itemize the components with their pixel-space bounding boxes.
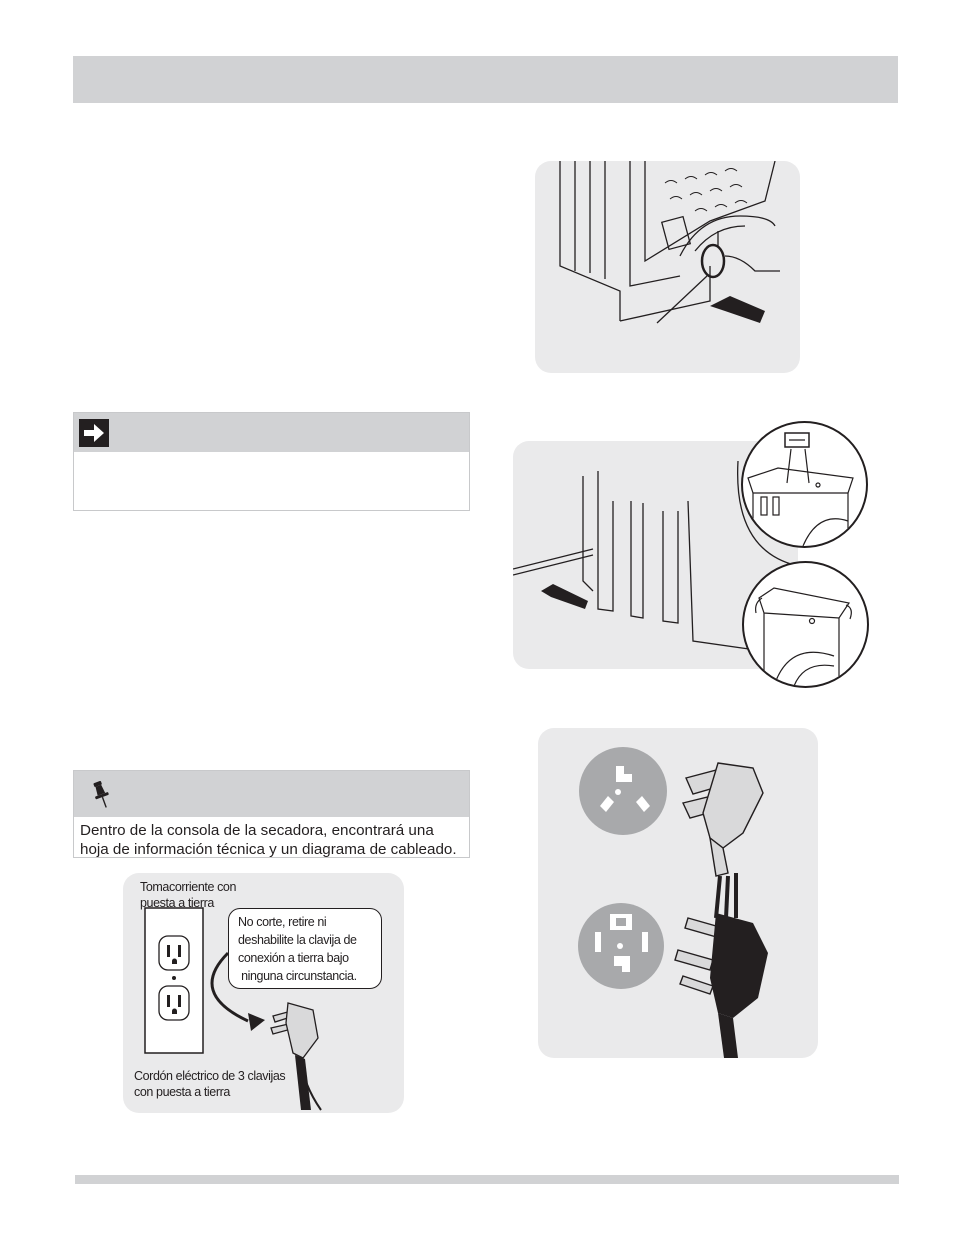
warning-line: deshabilite la clavija de bbox=[238, 933, 357, 947]
figure-receptacles bbox=[538, 728, 818, 1058]
cord-label-line: Cordón eléctrico de 3 clavijas bbox=[134, 1069, 286, 1083]
pushpin-icon bbox=[88, 779, 116, 811]
note-box-tip bbox=[73, 770, 470, 858]
footer-bar bbox=[75, 1175, 899, 1184]
warning-line: No corte, retire ni bbox=[238, 915, 327, 929]
cord-label-line: con puesta a tierra bbox=[134, 1085, 230, 1099]
figure-exhaust-ring bbox=[535, 161, 800, 373]
inset-front-detail bbox=[742, 561, 869, 688]
note-box-important bbox=[73, 412, 470, 511]
note-text-line: hoja de información técnica y un diagrama de cableado. bbox=[80, 841, 457, 858]
inset-top-detail bbox=[741, 421, 868, 548]
warning-callout bbox=[228, 908, 382, 989]
header-bar bbox=[73, 56, 898, 103]
warning-line: ninguna circunstancia. bbox=[238, 969, 357, 983]
right-arrow-icon bbox=[79, 419, 109, 447]
note-text-line: Dentro de la consola de la secadora, encontrará una bbox=[80, 822, 434, 839]
note-box-header bbox=[74, 413, 469, 452]
warning-line: conexión a tierra bajo bbox=[238, 951, 349, 965]
outlet-label-line: Tomacorriente con bbox=[140, 880, 237, 894]
outlet-label-line: puesta a tierra bbox=[140, 896, 214, 910]
note-box-header bbox=[74, 771, 469, 817]
